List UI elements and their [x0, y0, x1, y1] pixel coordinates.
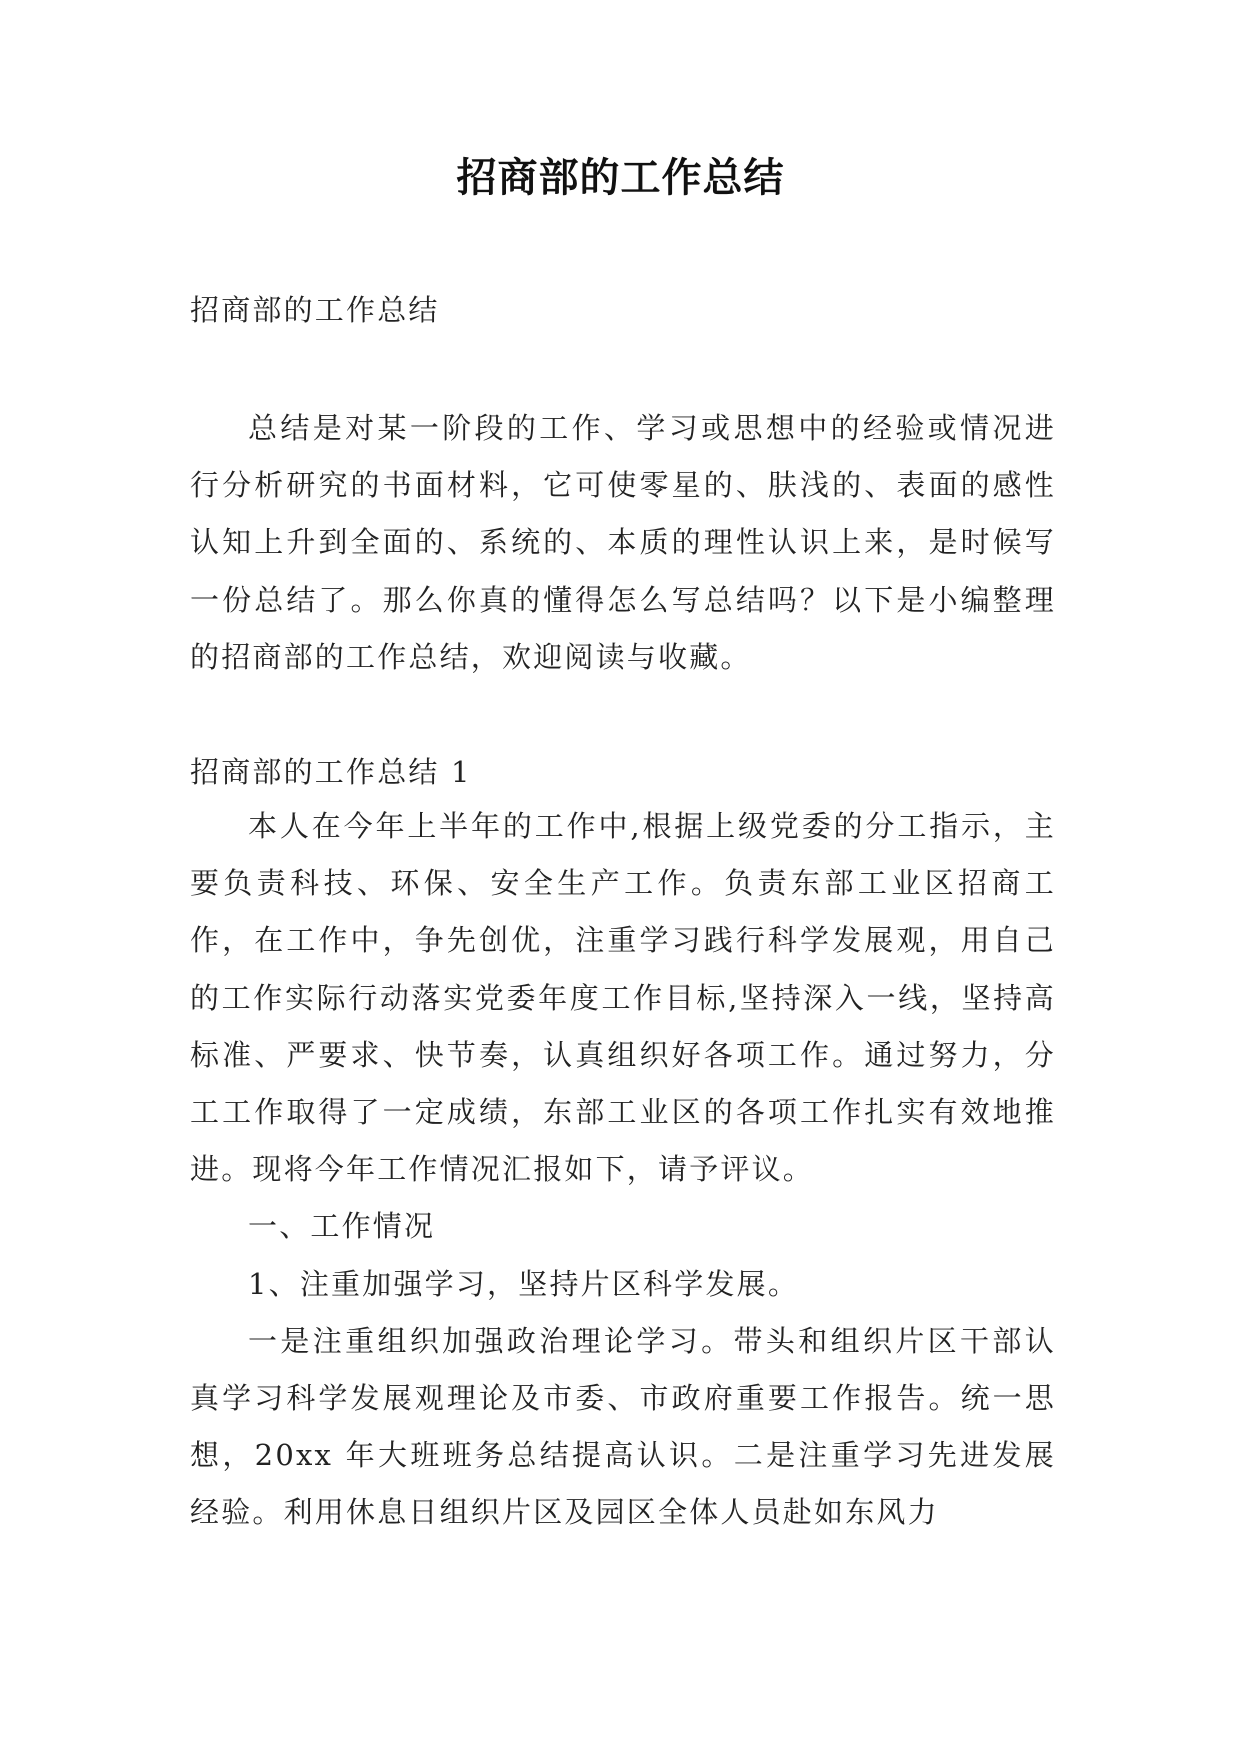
- intro-block: [190, 400, 1056, 686]
- document-subtitle: 招商部的工作总结: [190, 293, 440, 327]
- body-paragraph: 1、注重加强学习，坚持片区科学发展。: [248, 1266, 800, 1301]
- body-paragraph: 本人在今年上半年的工作中,根据上级党委的分工指示，主要负责科技、环保、安全生产工作。负责东部工业区招商工作，在工作中，争先创优，注重学习践行科学发展观，用自己的工作实际行动落实党委年度工作目标,坚持深入一线，坚持高标准、严要求、快节奏，认真组织好各项工作。通过努力，分工工作取得了一定成绩，东部工业区的各项工作扎实有效地推进。现将今年工作情况汇报如下，请予评议。: [190, 809, 1056, 1187]
- intro-paragraph: 总结是对某一阶段的工作、学习或思想中的经验或情况进行分析研究的书面材料，它可使零星的、肤浅的、表面的感性认知上升到全面的、系统的、本质的理性认识上来，是时候写一份总结了。那么你真的懂得怎么写总结吗？以下是小编整理的招商部的工作总结，欢迎阅读与收藏。: [190, 411, 1056, 674]
- body-paragraph: 一、工作情况: [248, 1209, 436, 1244]
- body-paragraph: 一是注重组织加强政治理论学习。带头和组织片区干部认真学习科学发展观理论及市委、市政府重要工作报告。统一思想，20xx 年大班班务总结提高认识。二是注重学习先进发展经验。利用休息日组织片区及园区全体人员赴如东风力: [190, 1323, 1056, 1530]
- section-body: [190, 798, 1056, 1542]
- document-title: 招商部的工作总结: [456, 154, 785, 201]
- section-heading: 招商部的工作总结 1: [190, 755, 472, 789]
